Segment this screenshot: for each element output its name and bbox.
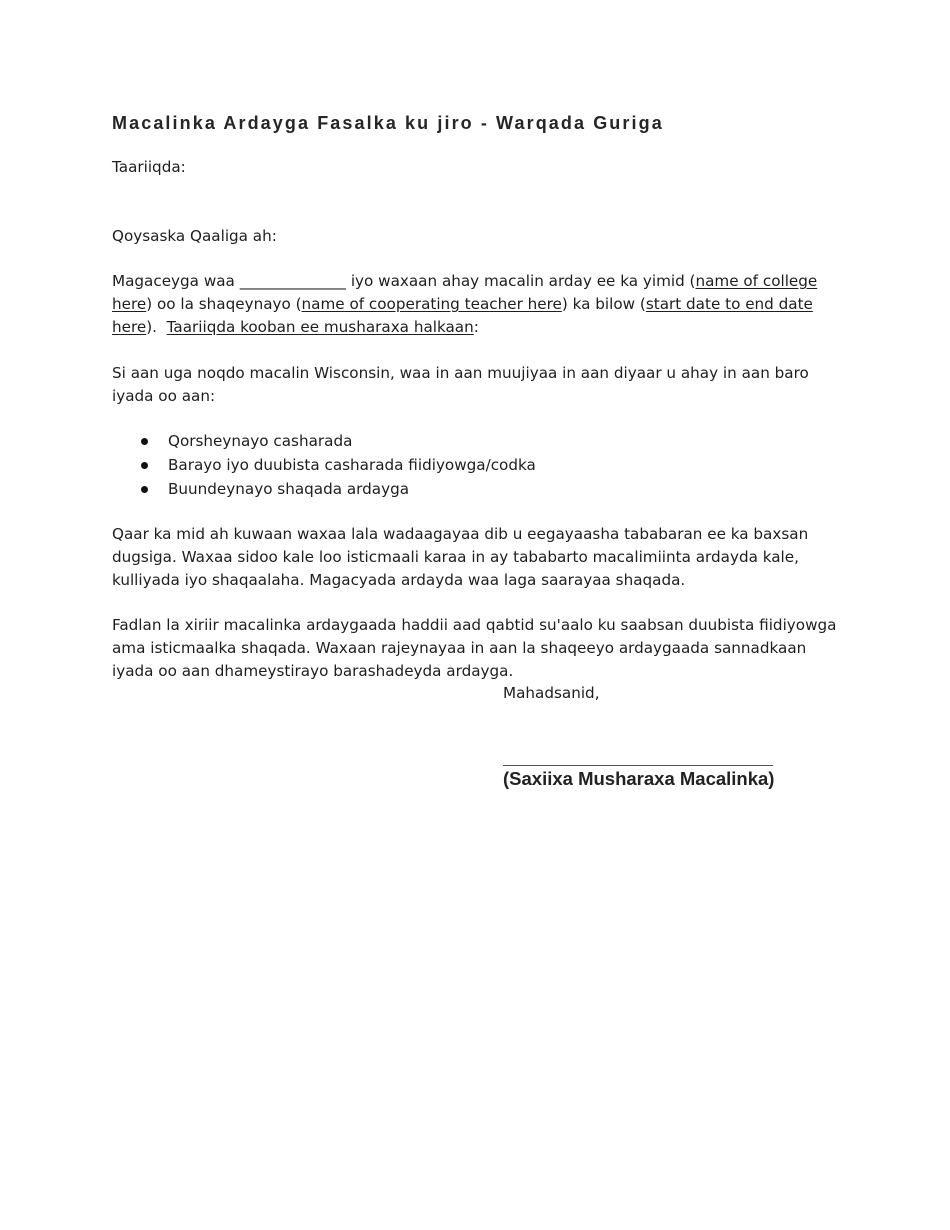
signature-caption: (Saxiixa Musharaxa Macalinka) bbox=[503, 768, 775, 789]
list-item bbox=[112, 478, 536, 502]
list-item-text: Barayo iyo duubista casharada fiidiyowga/codka bbox=[168, 456, 536, 474]
intro-text: : bbox=[473, 318, 479, 336]
intro-text: ) ka bilow ( bbox=[561, 295, 646, 313]
closing: Mahadsanid, bbox=[503, 684, 600, 702]
intro-text: Magaceyga waa bbox=[112, 272, 240, 290]
letter-title: Macalinka Ardayga Fasalka ku jiro - Warqada Guriga bbox=[112, 113, 664, 133]
contact-paragraph: Fadlan la xiriir macalinka ardaygaada haddii aad qabtid su'aalo ku saabsan duubista fiidiyowga ama isticmaalka shaqada. Waxaan rajeynayaa in aan la shaqeeyo ardaygaada sannadkaan iyada oo aan dhameystirayo barashadeyda ardayga. bbox=[112, 616, 837, 680]
college-placeholder: name of college here bbox=[112, 272, 818, 313]
list-item bbox=[112, 454, 536, 478]
requirements-list bbox=[112, 430, 536, 502]
list-item bbox=[112, 430, 536, 454]
salutation: Qoysaska Qaaliga ah: bbox=[112, 227, 277, 245]
list-item-text: Qorsheynayo casharada bbox=[168, 432, 353, 450]
intro-text: ) oo la shaqeynayo ( bbox=[146, 295, 302, 313]
intro-paragraph bbox=[112, 270, 842, 339]
list-item-text: Buundeynayo shaqada ardayga bbox=[168, 480, 410, 498]
sharing-paragraph: Qaar ka mid ah kuwaan waxaa lala wadaagayaa dib u eegayaasha tababaran ee ka baxsan dugsiga. Waxaa sidoo kale loo isticmaali karaa in ay tababarto macalimiinta ardayda kale, kulliyada iyo shaqaalaha. Magacyada ardayda waa laga saarayaa shaqada. bbox=[112, 525, 809, 589]
bullet-icon bbox=[141, 438, 148, 445]
cooperating-teacher-placeholder: name of cooperating teacher here bbox=[301, 295, 562, 313]
intro-text: iyo waxaan ahay macalin arday ee ka yimid ( bbox=[346, 272, 696, 290]
name-blank: ______________ bbox=[239, 272, 346, 290]
requirements-paragraph: Si aan uga noqdo macalin Wisconsin, waa in aan muujiyaa in aan diyaar u ahay in aan baro iyada oo aan: bbox=[112, 364, 809, 405]
bullet-icon bbox=[141, 462, 148, 469]
date-label: Taariiqda: bbox=[112, 158, 186, 176]
bullet-icon bbox=[141, 486, 148, 493]
intro-text: ). bbox=[146, 318, 167, 336]
signature-line bbox=[503, 765, 773, 766]
date-range-placeholder: start date to end date here bbox=[112, 295, 813, 336]
approval-date-placeholder: Taariiqda kooban ee musharaxa halkaan bbox=[166, 318, 474, 336]
